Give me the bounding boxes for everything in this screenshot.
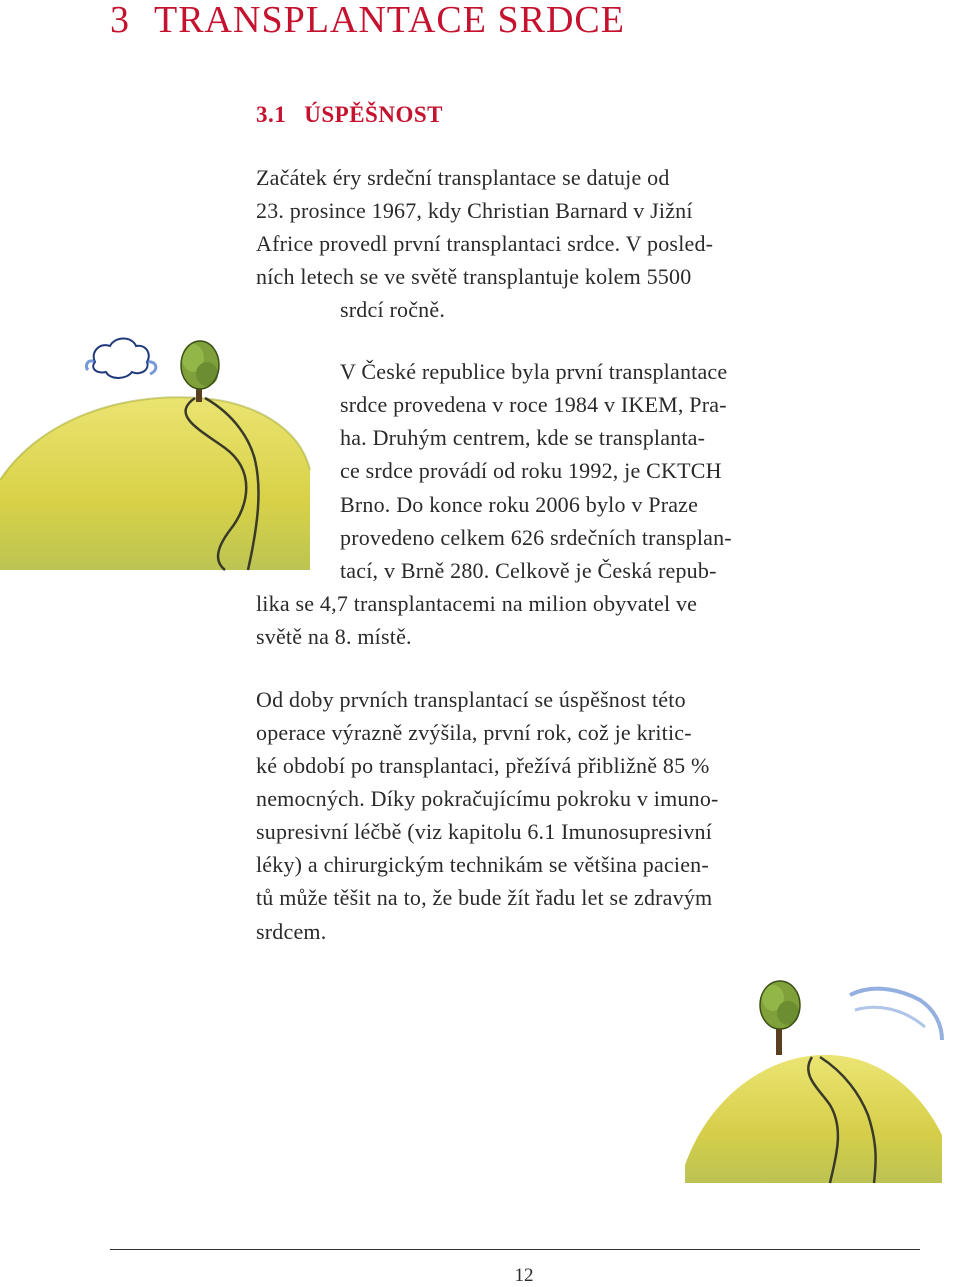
hill-shape [0, 397, 310, 570]
paragraph3-line: operace výrazně zvýšila, první rok, což je kritic- [256, 720, 692, 745]
paragraph3-line: tů může těšit na to, že bude žít řadu let se zdravým [256, 885, 713, 910]
footer-rule [110, 1249, 920, 1250]
tree-icon [760, 981, 800, 1055]
paragraph2-line: lika se 4,7 transplantacemi na milion obyvatel ve [256, 591, 698, 616]
chapter-number: 3 [110, 0, 130, 41]
chapter-title-text: TRANSPLANTACE SRDCE [154, 0, 625, 41]
paragraph2-line: provedeno celkem 626 srdečních transplan- [340, 525, 732, 550]
sky-strokes [850, 989, 942, 1040]
hill-illustration-small [680, 965, 950, 1190]
paragraph2-line: ce srdce provádí od roku 1992, je CKTCH [340, 458, 722, 483]
paragraph1-line: 23. prosince 1967, kdy Christian Barnard v Jižní [256, 198, 693, 223]
paragraph3-line: supresivní léčbě (viz kapitolu 6.1 Imunosupresivní [256, 819, 713, 844]
cloud-icon [86, 339, 155, 379]
chapter-title [110, 0, 625, 40]
paragraph2-line: světě na 8. místě. [256, 624, 412, 649]
paragraph3-line: ké období po transplantaci, přežívá přibližně 85 % [256, 753, 710, 778]
paragraph1-line: ních letech se ve světě transplantuje kolem 5500 [256, 264, 692, 289]
hill-shape [685, 1055, 942, 1183]
paragraph2-line: ha. Druhým centrem, kde se transplanta- [340, 425, 706, 450]
paragraph2-line: V České republice byla první transplantace [340, 359, 728, 384]
paragraph3-line: Od doby prvních transplantací se úspěšnost této [256, 687, 686, 712]
paragraph1-line: Začátek éry srdeční transplantace se datuje od [256, 165, 670, 190]
section-number: 3.1 [256, 102, 287, 127]
paragraph2-line: srdce provedena v roce 1984 v IKEM, Pra- [340, 392, 727, 417]
tree-icon [181, 341, 219, 402]
paragraph2-line: Brno. Do konce roku 2006 bylo v Praze [340, 492, 699, 517]
section-title-text: ÚSPĚŠNOST [304, 102, 443, 127]
paragraph3-line: nemocných. Díky pokračujícímu pokroku v imuno- [256, 786, 719, 811]
paragraph3-line: srdcem. [256, 919, 327, 944]
paragraph1-line: Africe provedl první transplantaci srdce. V posled- [256, 231, 714, 256]
page-number: 12 [514, 1265, 534, 1286]
paragraph3-line: léky) a chirurgickým technikám se většina pacien- [256, 852, 709, 877]
hill-illustration [0, 300, 335, 590]
paragraph2-line: tací, v Brně 280. Celkově je Česká repub- [340, 558, 717, 583]
section-title [256, 100, 443, 130]
paragraph1-line: srdcí ročně. [340, 297, 446, 322]
